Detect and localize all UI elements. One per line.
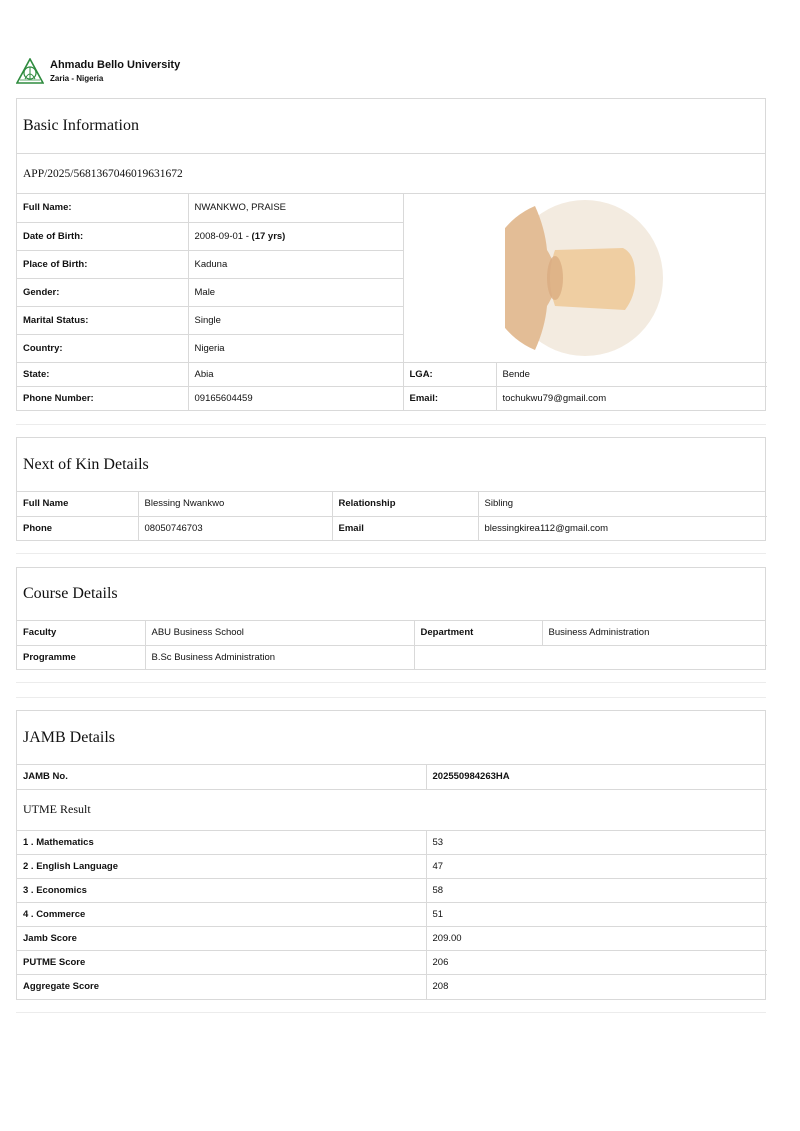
next-of-kin-card [16,437,766,541]
subject-score: 53 [426,831,767,855]
nok-relationship-value: Sibling [478,492,767,516]
department-value: Business Administration [542,621,767,645]
jamb-details-title: JAMB Details [17,711,765,765]
pob-value: Kaduna [188,250,403,278]
subject-score: 58 [426,879,767,903]
next-of-kin-title: Next of Kin Details [17,438,765,492]
gender-value: Male [188,278,403,306]
subject-score: 47 [426,855,767,879]
programme-value: B.Sc Business Administration [145,645,414,669]
phone-number-value: 09165604459 [188,386,403,410]
nok-email-label: Email [332,516,478,540]
course-details-card [16,567,766,670]
section-divider [16,424,766,425]
course-details-table [17,621,767,669]
state-label: State: [17,362,188,386]
programme-label: Programme [17,645,145,669]
putme-score-label: PUTME Score [17,951,426,975]
next-of-kin-table [17,492,767,540]
dob-label: Date of Birth: [17,222,188,250]
page-header [16,57,180,87]
university-location: Zaria - Nigeria [50,73,104,83]
nok-email-value: blessingkirea112@gmail.com [478,516,767,540]
phone-number-label: Phone Number: [17,386,188,410]
applicant-photo [505,198,665,358]
dob-value [188,222,403,250]
table-row [17,831,767,855]
state-value: Abia [188,362,403,386]
nok-full-name-label: Full Name [17,492,138,516]
jamb-details-card [16,710,766,1000]
subject-score: 51 [426,903,767,927]
putme-score-value: 206 [426,951,767,975]
utme-result-title: UTME Result [17,790,765,831]
subject-label: 3 . Economics [17,879,426,903]
jamb-no-label: JAMB No. [17,765,426,789]
table-row [17,855,767,879]
subject-label: 1 . Mathematics [17,831,426,855]
section-divider [16,682,766,683]
nok-relationship-label: Relationship [332,492,478,516]
table-row [17,879,767,903]
photo-cell [403,194,767,362]
nok-phone-value: 08050746703 [138,516,332,540]
subject-label: 2 . English Language [17,855,426,879]
full-name-value: NWANKWO, PRAISE [188,194,403,222]
nok-phone-label: Phone [17,516,138,540]
jamb-score-label: Jamb Score [17,927,426,951]
university-name: Ahmadu Bello University [50,58,181,71]
age-value: (17 yrs) [251,230,286,242]
marital-status-label: Marital Status: [17,306,188,334]
university-info [50,59,180,86]
email-label: Email: [403,386,496,410]
email-value: tochukwu79@gmail.com [496,386,767,410]
aggregate-score-value: 208 [426,975,767,999]
lga-label: LGA: [403,362,496,386]
faculty-label: Faculty [17,621,145,645]
nok-full-name-value: Blessing Nwankwo [138,492,332,516]
university-logo-icon [16,58,44,86]
marital-status-value: Single [188,306,403,334]
full-name-label: Full Name: [17,194,188,222]
subject-label: 4 . Commerce [17,903,426,927]
section-divider [16,1012,766,1013]
aggregate-score-label: Aggregate Score [17,975,426,999]
basic-info-card [16,98,766,411]
jamb-score-value: 209.00 [426,927,767,951]
jamb-no-value: 202550984263HA [426,765,767,789]
country-value: Nigeria [188,334,403,362]
country-label: Country: [17,334,188,362]
table-row [17,903,767,927]
section-divider [16,697,766,698]
table-row [17,951,767,975]
section-divider [16,553,766,554]
basic-info-title: Basic Information [17,99,765,154]
application-number: APP/2025/5681367046019631672 [17,154,765,194]
basic-info-table [17,194,767,410]
department-label: Department [414,621,542,645]
empty-cell [414,645,767,669]
table-row [17,927,767,951]
gender-label: Gender: [17,278,188,306]
utme-result-table [17,831,767,999]
course-details-title: Course Details [17,568,765,621]
faculty-value: ABU Business School [145,621,414,645]
pob-label: Place of Birth: [17,250,188,278]
dob-date: 2008-09-01 - [194,230,252,242]
jamb-number-table [17,765,767,790]
table-row [17,975,767,999]
lga-value: Bende [496,362,767,386]
